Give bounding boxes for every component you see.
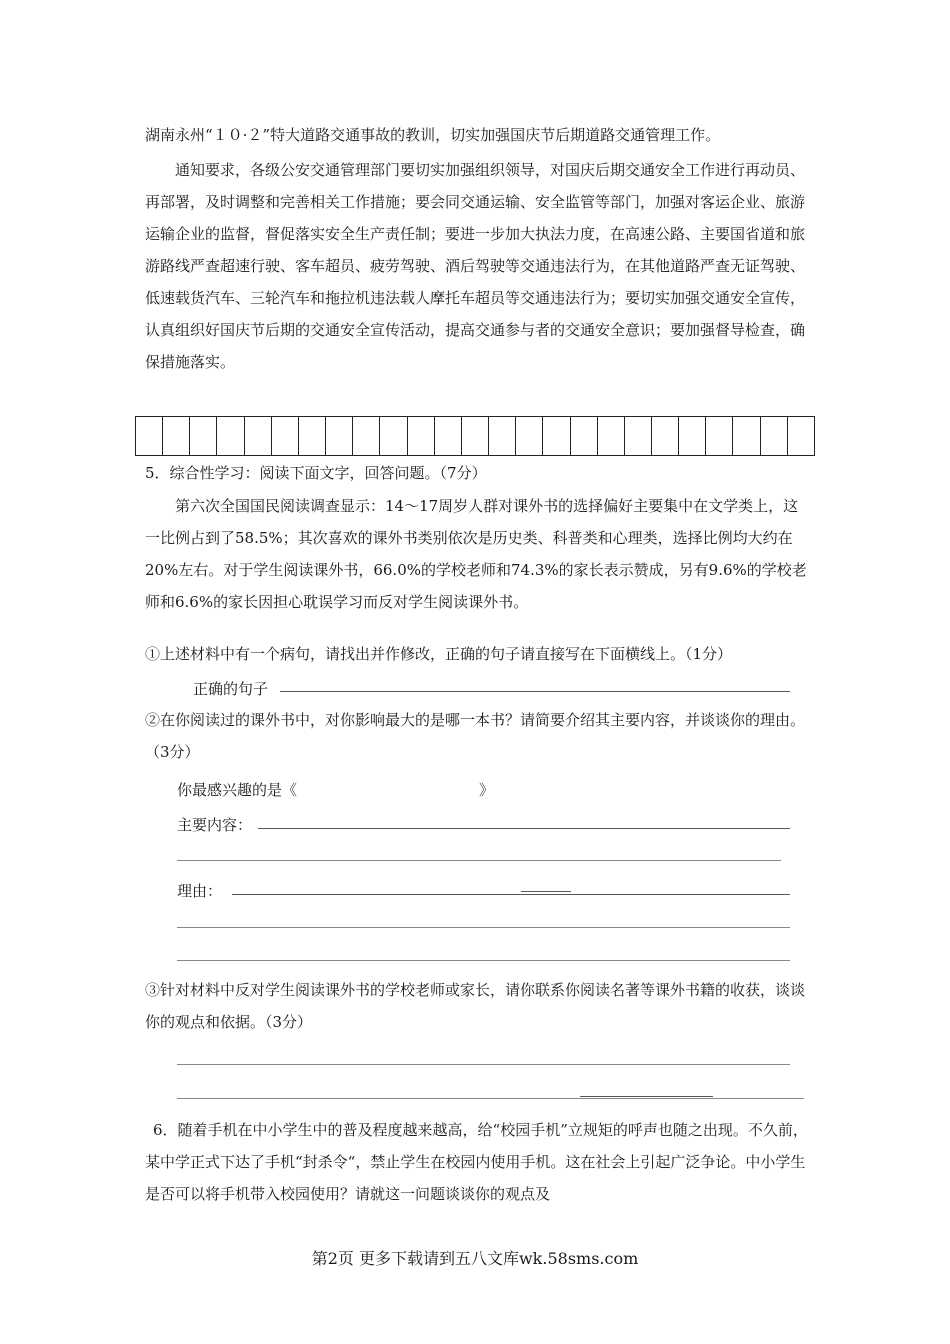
- reason-answer-line-2[interactable]: [177, 927, 790, 928]
- writing-grid: [135, 416, 815, 456]
- content-answer-line-2[interactable]: [177, 860, 781, 861]
- q6-text: 6．随着手机在中小学生中的普及程度越来越高，给“校园手机”立规矩的呼声也随之出现。不久前，某中学正式下达了手机“封杀令“，禁止学生在校园内使用手机。这在社会上引起广泛争论。中小学生是否可以将手机带入校园使用？请就这一问题谈谈你的观点及: [145, 1121, 808, 1203]
- content-answer-line-1[interactable]: [258, 828, 790, 829]
- grid-cell: [761, 417, 788, 455]
- sub3-underline-mark: [580, 1096, 713, 1097]
- q5-title: 5．综合性学习：阅读下面文字，回答问题。（7分）: [145, 464, 487, 482]
- grid-cell: [353, 417, 380, 455]
- grid-cell: [380, 417, 407, 455]
- content-label: 主要内容：: [177, 816, 253, 834]
- book-open-label: 你最感兴趣的是《: [177, 781, 298, 799]
- page-footer: 第2页 更多下载请到五八文库wk.58sms.com: [311, 1249, 639, 1268]
- q5-sub2: ②在你阅读过的课外书中，对你影响最大的是哪一本书？请简要介绍其主要内容，并谈谈你的理由。（3分）: [145, 711, 806, 761]
- sub3-answer-line-1[interactable]: [177, 1064, 790, 1065]
- grid-cell: [408, 417, 435, 455]
- reason-answer-line-3[interactable]: [177, 960, 790, 961]
- grid-cell: [163, 417, 190, 455]
- grid-cell: [136, 417, 163, 455]
- notice-line-1: 湖南永州“１０·２”特大道路交通事故的教训，切实加强国庆节后期道路交通管理工作。: [145, 126, 721, 144]
- grid-cell: [435, 417, 462, 455]
- grid-cell: [326, 417, 353, 455]
- grid-cell: [733, 417, 760, 455]
- sub3-answer-line-2[interactable]: [177, 1098, 804, 1099]
- grid-cell: [571, 417, 598, 455]
- grid-cell: [625, 417, 652, 455]
- grid-cell: [788, 417, 814, 455]
- reason-label: 理由：: [177, 882, 223, 900]
- reason-answer-line-1[interactable]: [232, 894, 790, 895]
- q5-sub3: ③针对材料中反对学生阅读课外书的学校老师或家长，请你联系你阅读名著等课外书籍的收获，谈谈你的观点和依据。（3分）: [145, 981, 806, 1031]
- grid-cell: [217, 417, 244, 455]
- grid-cell: [299, 417, 326, 455]
- grid-cell: [462, 417, 489, 455]
- sub1-answer-line[interactable]: [280, 691, 790, 692]
- book-close-label: 》: [479, 781, 495, 799]
- grid-cell: [245, 417, 272, 455]
- grid-cell: [706, 417, 733, 455]
- grid-cell: [652, 417, 679, 455]
- grid-cell: [516, 417, 543, 455]
- grid-cell: [489, 417, 516, 455]
- grid-cell: [272, 417, 299, 455]
- q5-sub1: ①上述材料中有一个病句，请找出并作修改，正确的句子请直接写在下面横线上。（1分）: [145, 645, 733, 663]
- sub1-answer-label: 正确的句子: [193, 680, 269, 698]
- grid-cell: [598, 417, 625, 455]
- grid-cell: [543, 417, 570, 455]
- reason-underline-mark: [521, 891, 571, 892]
- q5-material: 第六次全国国民阅读调查显示：14～17周岁人群对课外书的选择偏好主要集中在文学类上，这一比例占到了58.5%；其次喜欢的课外书类别依次是历史类、科普类和心理类，选择比例均大约在20%左右。对于学生阅读课外书，66.0%的学校老师和74.3%的家长表示赞成，另有9.6%的学校老师和6.6%的家长因担心耽误学习而反对学生阅读课外书。: [145, 497, 807, 611]
- grid-cell: [190, 417, 217, 455]
- notice-paragraph: 通知要求，各级公安交通管理部门要切实加强组织领导，对国庆后期交通安全工作进行再动员、再部署，及时调整和完善相关工作措施；要会同交通运输、安全监管等部门，加强对客运企业、旅游运输企业的监督，督促落实安全生产责任制；要进一步加大执法力度，在高速公路、主要国省道和旅游路线严查超速行驶、客车超员、疲劳驾驶、酒后驾驶等交通违法行为，在其他道路严查无证驾驶、低速载货汽车、三轮汽车和拖拉机违法载人摩托车超员等交通违法行为；要切实加强交通安全宣传，认真组织好国庆节后期的交通安全宣传活动，提高交通参与者的交通安全意识；要加强督导检查，确保措施落实。: [145, 161, 806, 371]
- grid-cell: [679, 417, 706, 455]
